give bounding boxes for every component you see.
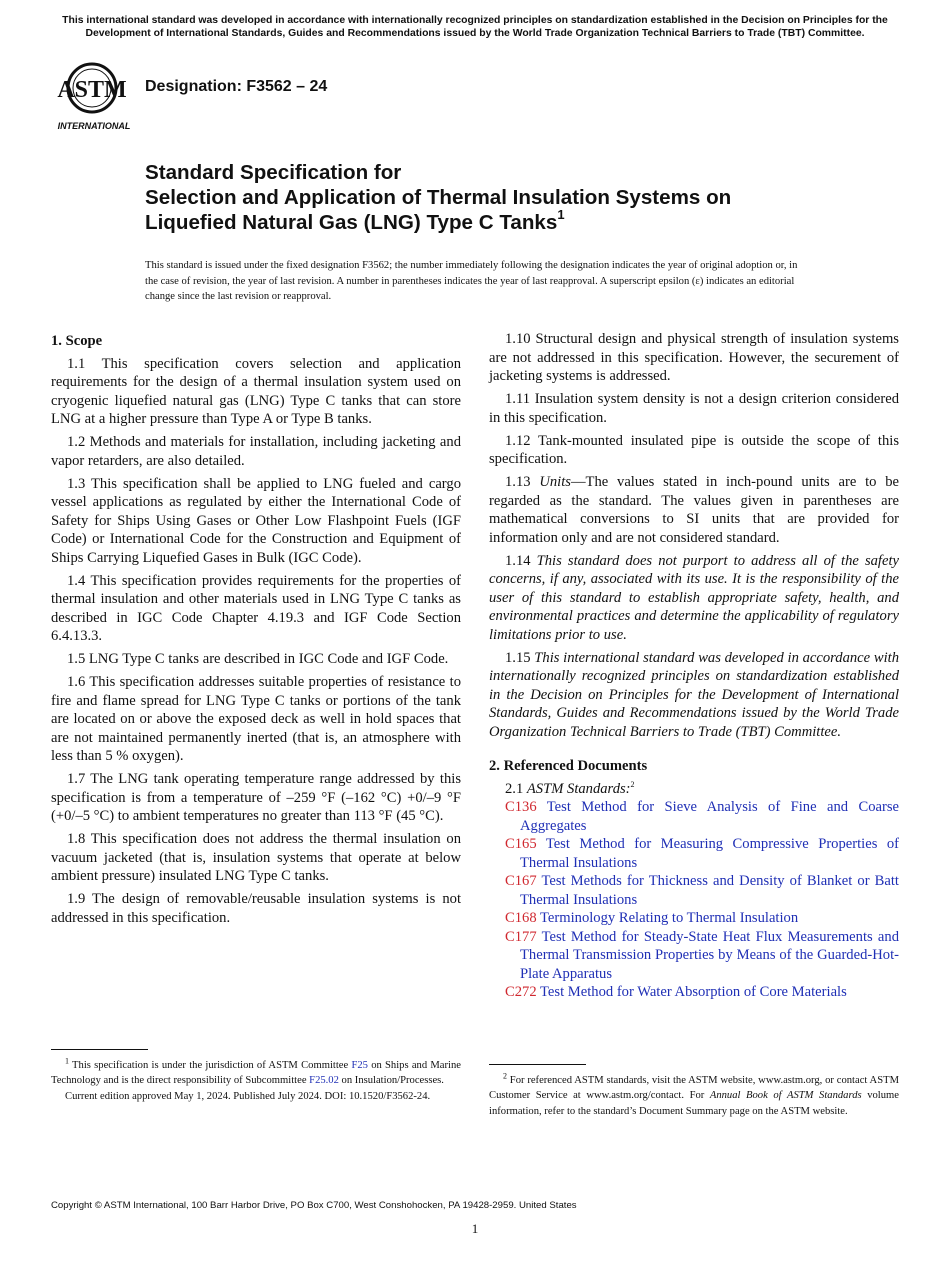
section-1-3: 1.3 This specification shall be applied to LNG fueled and cargo vessel applications as regulated by either the International Code of Safety for Ships Using Gases or Other Low Flashpoint Fuels (IGF Code) or International Code for the Construction and Equipment of Ships Carrying Liquefied Gases in Bulk (IGC Code). [51, 475, 461, 566]
header-notice: This international standard was developed in accordance with internationally recognized principles on standardization established in the Decision on Principles for the Development of International Standards, Guides and Recommendations issued by the World Trade Organization Technical Barriers to Trade (TBT) Committee. [62, 15, 888, 39]
section-1-14-number: 1.14 [505, 552, 537, 569]
footnote-1-edition: Current edition approved May 1, 2024. Published July 2024. DOI: 10.1520/F3562-24. [65, 1090, 431, 1102]
section-1-13-number: 1.13 [505, 474, 540, 490]
section-1-13 [489, 473, 899, 547]
section-2-1 [489, 780, 899, 799]
section-1-10: 1.10 Structural design and physical strength of insulation systems are not addressed in this specification. However, the securement of jacketing systems is addressed. [489, 331, 899, 384]
footnote-1 [51, 1058, 461, 1104]
ref-title-c272[interactable]: Test Method for Water Absorption of Core Materials [540, 984, 847, 1000]
left-column [51, 330, 461, 932]
page-number: 1 [471, 1221, 479, 1236]
units-label: Units [539, 474, 571, 490]
astm-logo [52, 58, 136, 132]
committee-f25-link[interactable]: F25 [351, 1060, 368, 1071]
subcommittee-f25-02-link[interactable]: F25.02 [309, 1075, 339, 1087]
referenced-documents-heading: 2. Referenced Documents [489, 758, 648, 774]
ref-code-c136[interactable]: C136 [505, 799, 537, 815]
ref-title-c168[interactable]: Terminology Relating to Thermal Insulation [540, 910, 799, 926]
ref-code-c167[interactable]: C167 [505, 873, 537, 889]
section-1-15-number: 1.15 [505, 649, 535, 666]
section-1-1: 1.1 This specification covers selection and application requirements for the design of a thermal insulation system used on cryogenic liquefied natural gas (LNG) Type C tanks that can store LNG at a higher pressure than Type A or Type B tanks. [51, 355, 461, 427]
ref-item[interactable] [489, 798, 899, 835]
annual-book-title: Annual Book of ASTM Standards [709, 1090, 862, 1102]
section-1-4: 1.4 This specification provides requirements for the properties of thermal insulation and other materials used in LNG Type C tanks as described in IGC Code Chapter 4.19.3 and IGF Code Section 6.4.13.3. [51, 572, 461, 644]
footnote-2-marker: 2 [503, 1071, 507, 1081]
section-1-12: 1.12 Tank-mounted insulated pipe is outside the scope of this specification. [489, 432, 899, 467]
ref-title-c165[interactable]: Test Method for Measuring Compressive Properties of Thermal Insulations [520, 836, 899, 871]
issue-note: This standard is issued under the fixed designation F3562; the number immediately following the designation indicates the year of original adoption or, in the case of revision, the year of last revision. A number in parentheses indicates the year of last reapproval. A superscript epsilon (ε) indicates an editorial change since the last revision or reapproval. [145, 260, 798, 302]
designation: Designation: F3562 – 24 [145, 78, 328, 95]
ref-code-c272[interactable]: C272 [505, 984, 537, 1000]
footnote-1-text-c: on Insulation/Processes. [338, 1075, 444, 1087]
ref-item[interactable] [489, 909, 899, 928]
ref-item[interactable] [489, 872, 899, 909]
ref-title-c167[interactable]: Test Methods for Thickness and Density of Blanket or Batt Thermal Insulations [520, 873, 899, 908]
ref-title-c177[interactable]: Test Method for Steady-State Heat Flux Measurements and Thermal Transmission Properties by Means of the Guarded-Hot-Plate Apparatus [520, 928, 899, 982]
section-1-8: 1.8 This specification does not address the thermal insulation on vacuum jacketed (that is, insulation systems that operate at below ambient pressure) insulated LNG Type C tanks. [51, 831, 461, 884]
footnote-rule-left [51, 1049, 148, 1050]
section-1-9: 1.9 The design of removable/reusable insulation systems is not addressed in this specification. [51, 891, 461, 926]
ref-code-c177[interactable]: C177 [505, 928, 537, 945]
footnote-1-text-a: This specification is under the jurisdiction of ASTM Committee [69, 1060, 352, 1071]
title-line-2: Selection and Application of Thermal Insulation Systems on [145, 186, 732, 209]
section-1-2: 1.2 Methods and materials for installation, including jacketing and vapor retarders, are also detailed. [51, 434, 461, 469]
footnote-2 [489, 1073, 899, 1119]
title-line-3: Liquefied Natural Gas (LNG) Type C Tanks [145, 211, 558, 234]
title-line-1: Standard Specification for [145, 161, 402, 184]
footnote-1-marker: 1 [65, 1056, 69, 1066]
section-1-13-text: —The values stated in inch-pound units are to be regarded as the standard. The values given in parentheses are mathematical conversions to SI units that are provided for information only and are not considered standard. [489, 474, 900, 546]
ref-item[interactable] [489, 835, 899, 872]
section-1-15 [489, 649, 899, 742]
footnote-2-body [489, 1073, 899, 1119]
section-1-15-text: This international standard was developed in accordance with internationally recognized principles on standardization established in the Decision on Principles for the Development of International Standards, Guides and Recommendations issued by the World Trade Organization Technical Barriers to Trade (TBT) Committee. [489, 649, 900, 740]
section-1-5: 1.5 LNG Type C tanks are described in IGC Code and IGF Code. [67, 651, 449, 667]
document-title [145, 160, 885, 235]
scope-heading: 1. Scope [51, 333, 103, 349]
footnote-rule-right [489, 1064, 586, 1065]
logo-text: ASTM [57, 77, 127, 103]
footnote-1-text-b: on Ships and Marine Technology and is the direct responsibility of Subcommittee [51, 1060, 461, 1087]
footnote-2-mark: 2 [630, 779, 635, 789]
footnote-1-body [51, 1058, 461, 1089]
ref-code-c168[interactable]: C168 [505, 910, 537, 926]
footnote-2-text-b: volume information, refer to the standard’s Document Summary page on the ASTM website. [489, 1090, 899, 1117]
section-1-11: 1.11 Insulation system density is not a design criterion considered in this specification. [489, 391, 899, 426]
ref-item[interactable] [489, 928, 899, 984]
right-column [489, 330, 899, 1002]
section-1-7: 1.7 The LNG tank operating temperature range addressed by this specification is from a temperature of –259 °F (–162 °C) +0/–9 °F (+0/–5 °C) to ambient temperatures no greater than 113 °F (45 °C). [51, 771, 461, 824]
copyright-line: Copyright © ASTM International, 100 Barr Harbor Drive, PO Box C700, West Conshohocken, PA 19428-2959. United States [51, 1200, 577, 1211]
logo-subtext: INTERNATIONAL [57, 121, 131, 131]
section-1-14 [489, 552, 899, 645]
footnote-2-text-a: For referenced ASTM standards, visit the ASTM website, www.astm.org, or contact ASTM Customer Service at www.astm.org/contact. For [489, 1075, 899, 1102]
ref-title-c136[interactable]: Test Method for Sieve Analysis of Fine and Coarse Aggregates [520, 799, 899, 834]
section-2-1-number: 2.1 [505, 780, 527, 797]
astm-logo-icon [52, 58, 136, 132]
title-footnote-mark: 1 [557, 207, 565, 223]
section-1-14-text: This standard does not purport to address all of the safety concerns, if any, associated with its use. It is the responsibility of the user of this standard to establish appropriate safety, health, and environmental practices and determine the applicability of regulatory limitations prior to use. [489, 552, 899, 643]
astm-standards-label: ASTM Standards: [526, 780, 631, 797]
ref-code-c165[interactable]: C165 [505, 836, 537, 852]
ref-item[interactable] [489, 983, 899, 1002]
section-1-6: 1.6 This specification addresses suitable properties of resistance to fire and flame spread for LNG Type C tanks or portions of the tank are located on or above the exposed deck as well in hold spaces that are not maintained permanently inerted (that is, an atmosphere with less than 5 % oxygen). [51, 674, 461, 764]
